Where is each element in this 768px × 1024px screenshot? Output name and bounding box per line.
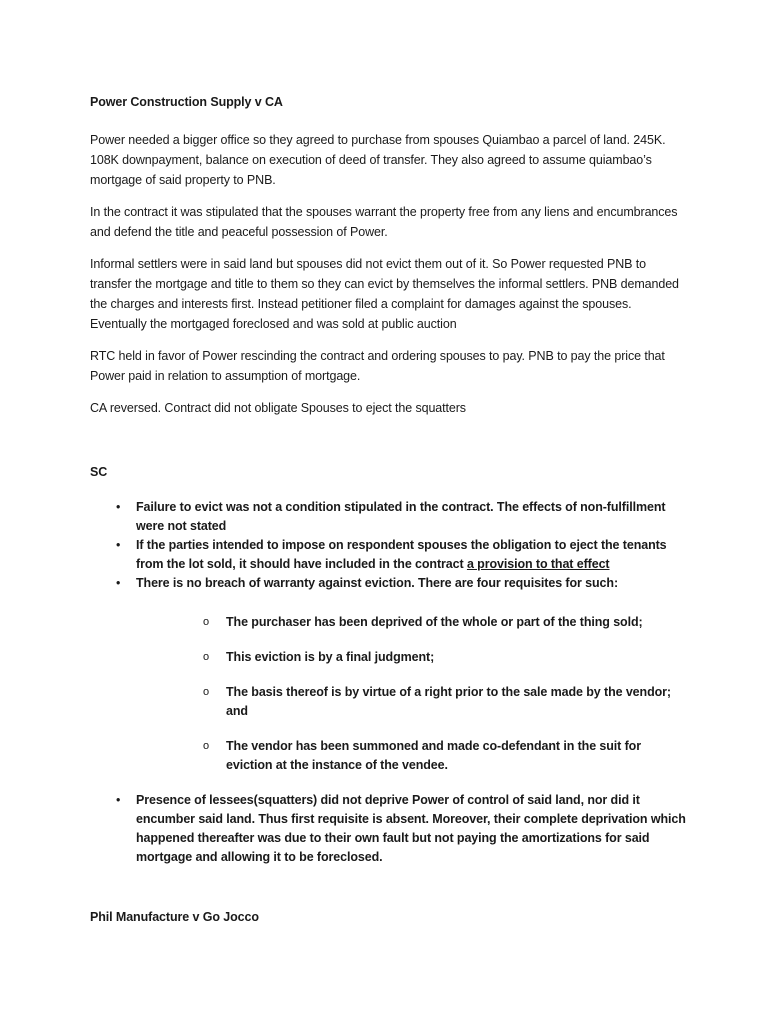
sc-heading: SC: [90, 465, 108, 479]
bullet-icon: •: [116, 500, 121, 514]
bullet-icon: •: [116, 538, 121, 552]
sub-bullet-icon: o: [203, 616, 210, 628]
sc-ruling-list: [90, 498, 690, 867]
requisite-item: [136, 613, 690, 632]
requisites-list: [136, 613, 690, 775]
facts-paragraph: Power needed a bigger office so they agreed to purchase from spouses Quiambao a parcel of land. 245K. 108K downpayment, balance on execution of deed of transfer. They also agreed to assume quiambao’s mortgage of said property to PNB.: [90, 133, 666, 187]
underlined-text: a provision to that effect: [466, 557, 610, 571]
requisite-item: [136, 683, 690, 721]
case-title: Power Construction Supply v CA: [90, 95, 283, 109]
next-case-title: Phil Manufacture v Go Jocco: [90, 910, 259, 924]
sub-bullet-icon: o: [203, 740, 210, 752]
ca-paragraph: CA reversed. Contract did not obligate Spouses to eject the squatters: [90, 401, 466, 415]
requisite-item: [136, 648, 690, 667]
settlers-paragraph: Informal settlers were in said land but spouses did not evict them out of it. So Power requested PNB to transfer the mortgage and title to them so they can evict by themselves the informal settlers. PNB demanded the charges and interests first. Instead petitioner filed a complaint for damages against the spouses. Eventually the mortgaged foreclosed and was sold at public auction: [90, 257, 679, 331]
requisite-text: The vendor has been summoned and made co-defendant in the suit for eviction at the instance of the vendee.: [226, 739, 641, 772]
warranty-paragraph: In the contract it was stipulated that the spouses warrant the property free from any liens and encumbrances and defend the title and peaceful possession of Power.: [90, 205, 678, 239]
requisite-text: The purchaser has been deprived of the whole or part of the thing sold;: [226, 615, 643, 629]
list-item: [90, 791, 690, 867]
document-page: [90, 92, 690, 927]
list-item: [90, 536, 690, 574]
bullet-icon: •: [116, 793, 121, 807]
bullet-icon: •: [116, 576, 121, 590]
list-item-text: If the parties intended to impose on respondent spouses the obligation to eject the tenants from the lot sold, it should have included in the contract: [136, 538, 667, 571]
rtc-paragraph: RTC held in favor of Power rescinding the contract and ordering spouses to pay. PNB to pay the price that Power paid in relation to assumption of mortgage.: [90, 349, 665, 383]
list-item: [90, 498, 690, 536]
requisite-text: The basis thereof is by virtue of a right prior to the sale made by the vendor; and: [226, 685, 671, 718]
list-item-text: Presence of lessees(squatters) did not deprive Power of control of said land, nor did it encumber said land. Thus first requisite is absent. Moreover, their complete deprivation which happened thereafter was due to their own fault but not paying the amortizations for said mortgage and allowing it to be foreclosed.: [136, 793, 686, 864]
requisite-text: This eviction is by a final judgment;: [226, 650, 435, 664]
requisite-item: [136, 737, 690, 775]
sub-bullet-icon: o: [203, 686, 210, 698]
list-item: [90, 574, 690, 775]
list-item-text: There is no breach of warranty against eviction. There are four requisites for such:: [136, 576, 619, 590]
sub-bullet-icon: o: [203, 651, 210, 663]
list-item-text: Failure to evict was not a condition stipulated in the contract. The effects of non-fulfillment were not stated: [136, 500, 666, 533]
